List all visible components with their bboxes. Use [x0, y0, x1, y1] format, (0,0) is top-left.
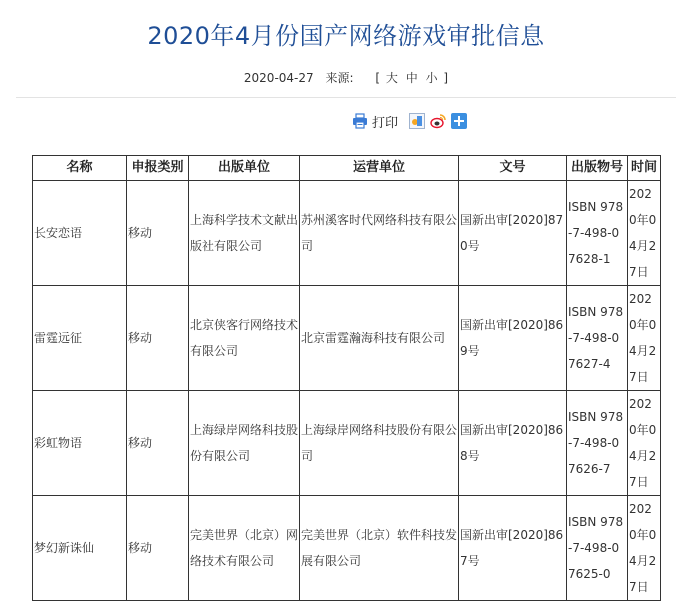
column-header-approval-number: 文号: [459, 156, 567, 181]
column-header-operator: 运营单位: [300, 156, 459, 181]
cell-game-name: 雷霆远征: [33, 286, 127, 391]
cell-category: 移动: [127, 286, 189, 391]
table-row: [33, 286, 661, 391]
cell-publisher: 上海科学技术文献出版社有限公司: [189, 181, 300, 286]
column-header-isbn: 出版物号: [567, 156, 628, 181]
cell-operator: 苏州溪客时代网络科技有限公司: [300, 181, 459, 286]
header-divider: [16, 97, 676, 98]
cell-operator: 北京雷霆瀚海科技有限公司: [300, 286, 459, 391]
cell-approval-number: 国新出审[2020]869号: [459, 286, 567, 391]
cell-category: 移动: [127, 496, 189, 601]
font-size-bracket-open: [: [375, 71, 381, 85]
table-row: [33, 391, 661, 496]
game-approval-table: [32, 155, 661, 601]
table-row: [33, 181, 661, 286]
print-label: 打印: [372, 115, 399, 131]
cell-approval-number: 国新出审[2020]868号: [459, 391, 567, 496]
cell-game-name: 彩虹物语: [33, 391, 127, 496]
publish-date: 2020-04-27: [243, 71, 314, 85]
cell-publisher: 上海绿岸网络科技股份有限公司: [189, 391, 300, 496]
cell-date: 2020年04月27日: [628, 496, 661, 601]
cell-game-name: 长安恋语: [33, 181, 127, 286]
column-header-category: 申报类别: [127, 156, 189, 181]
cell-operator: 上海绿岸网络科技股份有限公司: [300, 391, 459, 496]
cell-isbn: ISBN 978-7-498-07625-0: [567, 496, 628, 601]
cell-publisher: 北京侠客行网络技术有限公司: [189, 286, 300, 391]
page-title: 2020年4月份国产网络游戏审批信息: [147, 22, 545, 50]
share-icon[interactable]: [409, 113, 425, 129]
article-tools: [352, 111, 467, 131]
cell-date: 2020年04月27日: [628, 286, 661, 391]
cell-approval-number: 国新出审[2020]867号: [459, 496, 567, 601]
source-label: 来源:: [325, 71, 354, 85]
cell-isbn: ISBN 978-7-498-07628-1: [567, 181, 628, 286]
cell-approval-number: 国新出审[2020]870号: [459, 181, 567, 286]
print-button[interactable]: [352, 112, 398, 131]
cell-operator: 完美世界（北京）软件科技发展有限公司: [300, 496, 459, 601]
weibo-icon[interactable]: [430, 113, 446, 129]
plus-icon[interactable]: [451, 113, 467, 129]
cell-date: 2020年04月27日: [628, 181, 661, 286]
font-size-large-button[interactable]: 大: [385, 71, 398, 85]
cell-isbn: ISBN 978-7-498-07626-7: [567, 391, 628, 496]
font-size-bracket-close: ]: [443, 71, 449, 85]
font-size-medium-button[interactable]: 中: [405, 71, 418, 85]
column-header-publisher: 出版单位: [189, 156, 300, 181]
cell-category: 移动: [127, 391, 189, 496]
cell-category: 移动: [127, 181, 189, 286]
table-header-row: [33, 156, 661, 181]
font-size-small-button[interactable]: 小: [425, 71, 438, 85]
column-header-date: 时间: [628, 156, 661, 181]
cell-date: 2020年04月27日: [628, 391, 661, 496]
print-icon: [352, 113, 368, 129]
font-size-switcher: [375, 71, 448, 85]
article-meta: [0, 69, 676, 86]
cell-game-name: 梦幻新诛仙: [33, 496, 127, 601]
table-row: [33, 496, 661, 601]
cell-publisher: 完美世界（北京）网络技术有限公司: [189, 496, 300, 601]
column-header-name: 名称: [33, 156, 127, 181]
cell-isbn: ISBN 978-7-498-07627-4: [567, 286, 628, 391]
